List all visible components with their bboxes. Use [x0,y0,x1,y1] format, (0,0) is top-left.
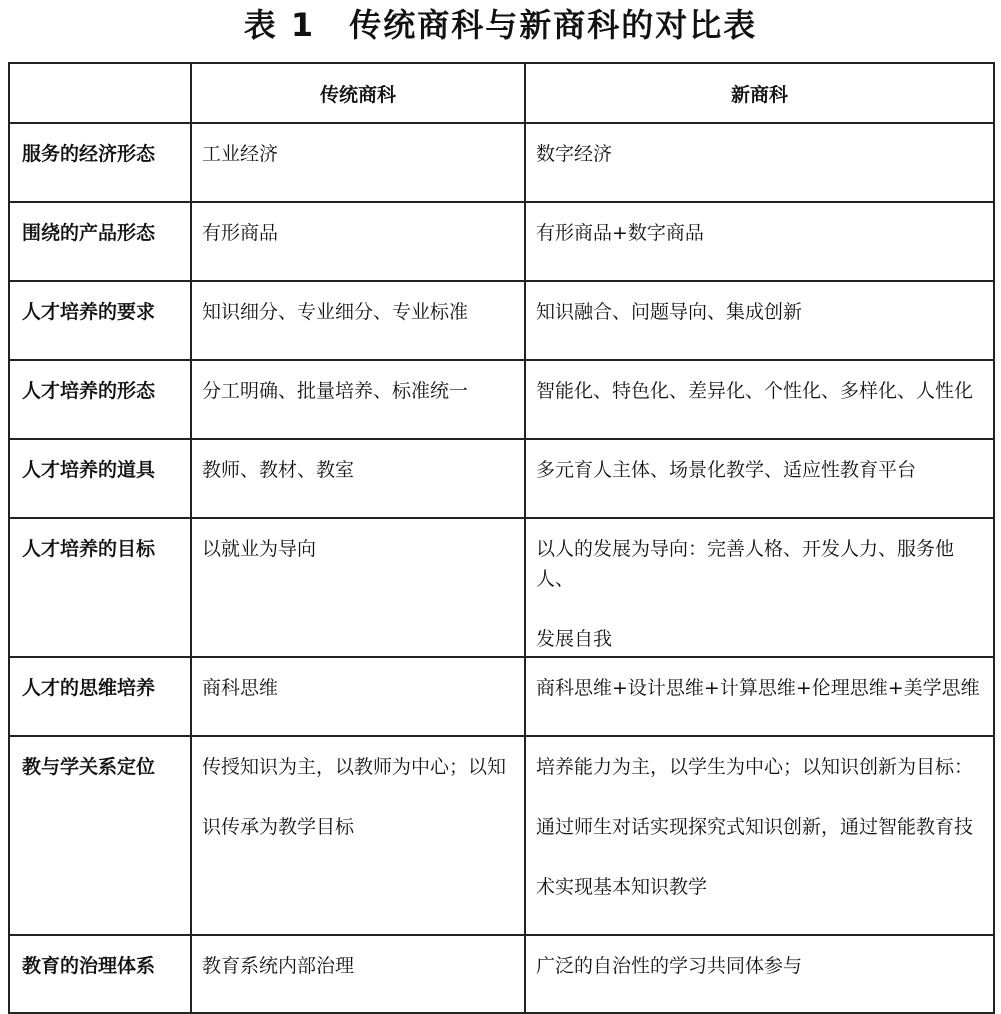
new-cell: 多元育人主体、场景化教学、适应性教育平台 [525,439,994,518]
table-title: 表 1 传统商科与新商科的对比表 [243,6,758,44]
table-row [9,202,994,281]
traditional-cell [191,736,525,935]
cell-text-line: 培养能力为主，以学生为中心；以知识创新为目标： [536,756,974,778]
table-row [9,736,994,935]
cell-text-line: 识传承为教学目标 [202,816,355,838]
new-cell: 数字经济 [525,123,994,202]
traditional-cell: 教育系统内部治理 [191,935,525,1013]
row-label: 人才培养的形态 [9,360,191,439]
header-traditional-commerce: 传统商科 [191,63,525,123]
new-cell: 智能化、特色化、差异化、个性化、多样化、人性化 [525,360,994,439]
table-row [9,360,994,439]
traditional-cell: 商科思维 [191,657,525,736]
table-row [9,935,994,1013]
header-corner-cell [9,63,191,123]
header-new-commerce: 新商科 [525,63,994,123]
row-label: 人才培养的道具 [9,439,191,518]
row-label: 围绕的产品形态 [9,202,191,281]
traditional-cell: 分工明确、批量培养、标准统一 [191,360,525,439]
row-label: 人才的思维培养 [9,657,191,736]
table-header-row [9,63,994,123]
table-row [9,439,994,518]
cell-text-line: 发展自我 [536,628,613,650]
row-label: 人才培养的要求 [9,281,191,360]
cell-text-line: 术实现基本知识教学 [536,876,708,898]
cell-text-line: 通过师生对话实现探究式知识创新，通过智能教育技 [536,816,974,838]
new-cell: 有形商品+数字商品 [525,202,994,281]
table-row [9,123,994,202]
new-cell [525,736,994,935]
traditional-cell: 有形商品 [191,202,525,281]
cell-text-line: 以人的发展为导向：完善人格、开发人力、服务他人、 [536,538,955,590]
cell-text-line: 传授知识为主，以教师为中心；以知 [202,756,507,778]
row-label: 服务的经济形态 [9,123,191,202]
traditional-cell: 教师、教材、教室 [191,439,525,518]
new-cell: 商科思维+设计思维+计算思维+伦理思维+美学思维 [525,657,994,736]
row-label: 教与学关系定位 [9,736,191,935]
traditional-cell: 以就业为导向 [191,518,525,657]
new-cell: 知识融合、问题导向、集成创新 [525,281,994,360]
new-cell: 广泛的自治性的学习共同体参与 [525,935,994,1013]
table-row [9,518,994,657]
table-row [9,281,994,360]
comparison-table [8,62,995,1014]
traditional-cell: 工业经济 [191,123,525,202]
row-label: 人才培养的目标 [9,518,191,657]
row-label: 教育的治理体系 [9,935,191,1013]
table-row [9,657,994,736]
new-cell [525,518,994,657]
traditional-cell: 知识细分、专业细分、专业标准 [191,281,525,360]
